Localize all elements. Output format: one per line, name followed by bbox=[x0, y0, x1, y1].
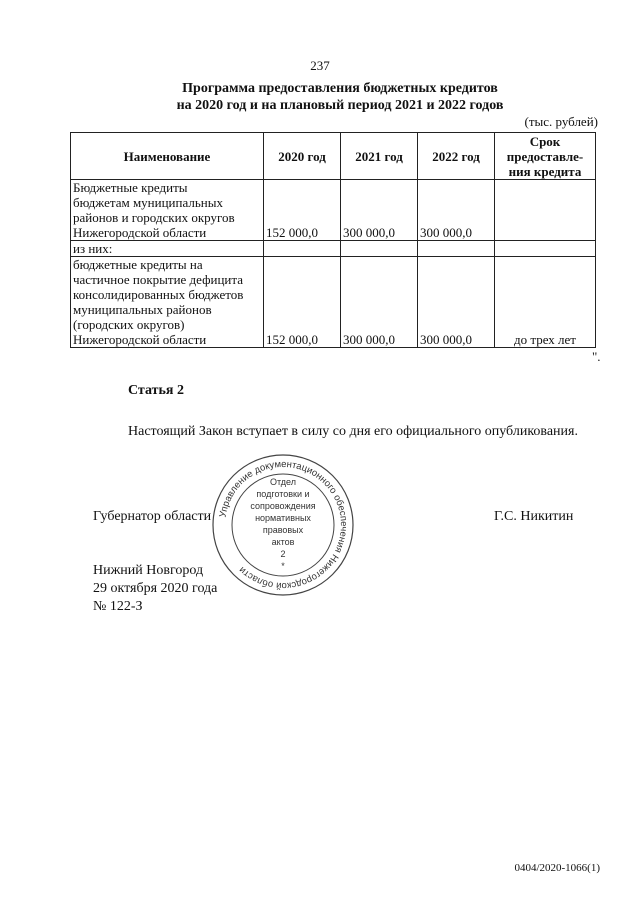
table-row bbox=[71, 241, 596, 257]
document-code: 0404/2020-1066(1) bbox=[514, 862, 600, 874]
header-term: Срок предоставле-ния кредита bbox=[495, 133, 596, 180]
row-value-2022: 300 000,0 bbox=[418, 257, 495, 348]
header-2021: 2021 год bbox=[341, 133, 418, 180]
stamp-line: Отдел bbox=[269, 477, 297, 487]
table-row bbox=[71, 257, 596, 348]
table-row bbox=[71, 180, 596, 241]
stamp-star-icon: * bbox=[281, 561, 285, 571]
row-term: до трех лет bbox=[495, 257, 596, 348]
law-number: № 122-З bbox=[93, 599, 143, 614]
stamp-line: сопровождения bbox=[250, 501, 316, 511]
stamp-ring-text: Управление документационного обеспечения Нижегородской области bbox=[217, 458, 350, 592]
row-term bbox=[495, 241, 596, 257]
title-line-2: на 2020 год и на плановый период 2021 и 2022 годов bbox=[176, 98, 504, 113]
row-name: из них: bbox=[71, 241, 264, 257]
row-term bbox=[495, 180, 596, 241]
official-stamp bbox=[210, 452, 356, 598]
stamp-line: нормативных bbox=[255, 513, 311, 523]
stamp-center-text bbox=[233, 476, 333, 572]
row-value-2021: 300 000,0 bbox=[341, 257, 418, 348]
header-2020: 2020 год bbox=[264, 133, 341, 180]
title-line-1: Программа предоставления бюджетных кредитов bbox=[182, 81, 498, 96]
row-name: Бюджетные кредиты бюджетам муниципальных районов и городских округов Нижегородской области bbox=[71, 180, 264, 241]
page-title bbox=[60, 80, 620, 114]
budget-table bbox=[70, 132, 596, 348]
row-value-2022: 300 000,0 bbox=[418, 180, 495, 241]
stamp-line: правовых bbox=[262, 525, 304, 535]
row-value-2020 bbox=[264, 241, 341, 257]
signer-name: Г.С. Никитин bbox=[494, 509, 574, 524]
place-date-block bbox=[93, 562, 217, 616]
page-number: 237 bbox=[310, 58, 330, 73]
row-value-2022 bbox=[418, 241, 495, 257]
row-value-2021 bbox=[341, 241, 418, 257]
article-text: Настоящий Закон вступает в силу со дня его официального опубликования. bbox=[128, 424, 578, 439]
date: 29 октября 2020 года bbox=[93, 581, 218, 596]
table-header-row bbox=[71, 133, 596, 180]
signer-role: Губернатор области bbox=[93, 509, 212, 524]
stamp-line: 2 bbox=[280, 549, 286, 559]
article-heading: Статья 2 bbox=[128, 383, 184, 398]
header-2022: 2022 год bbox=[418, 133, 495, 180]
row-value-2021: 300 000,0 bbox=[341, 180, 418, 241]
closing-quote: ". bbox=[592, 349, 601, 364]
row-value-2020: 152 000,0 bbox=[264, 180, 341, 241]
stamp-line: актов bbox=[271, 537, 295, 547]
row-value-2020: 152 000,0 bbox=[264, 257, 341, 348]
stamp-line: подготовки и bbox=[256, 489, 310, 499]
unit-note: (тыс. рублей) bbox=[524, 114, 598, 129]
row-name: бюджетные кредиты на частичное покрытие дефицита консолидированных бюджетов муниципальных районов (городских округов) Нижегородской области bbox=[71, 257, 264, 348]
header-name: Наименование bbox=[71, 133, 264, 180]
city: Нижний Новгород bbox=[93, 563, 204, 578]
